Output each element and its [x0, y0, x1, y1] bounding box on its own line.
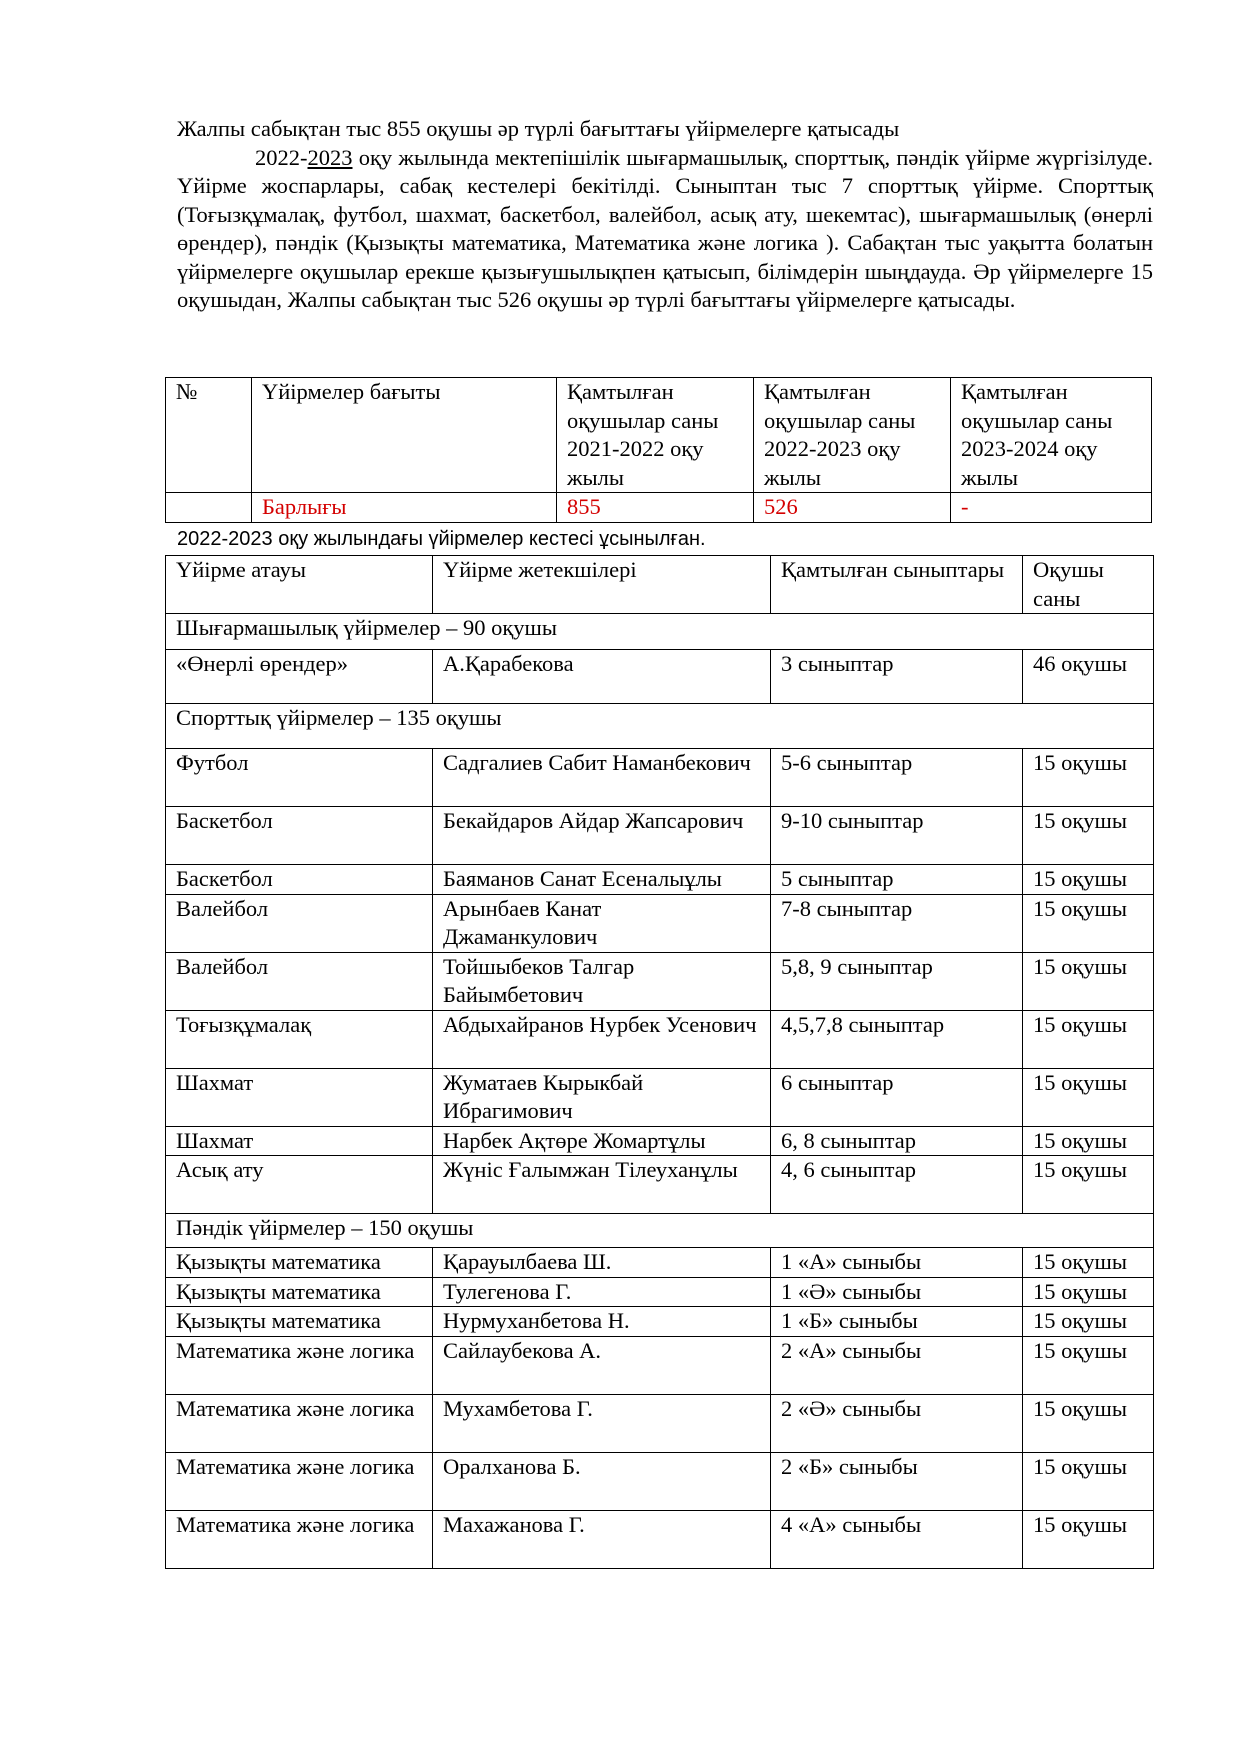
club-name-cell: Шахмат — [166, 1068, 433, 1126]
club-leader-cell: Тулегенова Г. — [433, 1277, 771, 1307]
table-row — [166, 807, 1154, 865]
club-classes-cell: 4, 6 сыныптар — [771, 1156, 1023, 1214]
club-count-cell: 15 оқушы — [1023, 1307, 1154, 1337]
club-classes-cell: 4 «А» сыныбы — [771, 1510, 1023, 1568]
club-count-cell: 15 оқушы — [1023, 952, 1154, 1010]
club-count-cell: 15 оқушы — [1023, 1248, 1154, 1278]
club-count-cell: 15 оқушы — [1023, 1510, 1154, 1568]
club-name-cell: Математика және логика — [166, 1452, 433, 1510]
clubs-header-row — [166, 556, 1154, 614]
group-row — [166, 614, 1154, 650]
table-row — [166, 1068, 1154, 1126]
club-count-cell: 46 оқушы — [1023, 650, 1154, 704]
year-end: 2023 — [307, 144, 353, 170]
club-leader-cell: Жуматаев Кырыкбай Ибрагимович — [433, 1068, 771, 1126]
club-name-cell: Математика және логика — [166, 1510, 433, 1568]
table-row — [166, 1010, 1154, 1068]
club-count-cell: 15 оқушы — [1023, 894, 1154, 952]
table-row — [166, 1126, 1154, 1156]
club-count-cell: 15 оқушы — [1023, 807, 1154, 865]
club-leader-cell: Сайлаубекова А. — [433, 1336, 771, 1394]
table-row — [166, 865, 1154, 895]
club-name-cell: Қызықты математика — [166, 1277, 433, 1307]
club-leader-cell: Қарауылбаева Ш. — [433, 1248, 771, 1278]
club-classes-cell: 3 сыныптар — [771, 650, 1023, 704]
summary-total-cell: 855 — [557, 493, 754, 523]
club-count-cell: 15 оқушы — [1023, 1336, 1154, 1394]
club-count-cell: 15 оқушы — [1023, 1394, 1154, 1452]
table-row — [166, 1248, 1154, 1278]
club-count-cell: 15 оқушы — [1023, 749, 1154, 807]
table-row — [166, 1156, 1154, 1214]
clubs-header-cell: Қамтылған сыныптары — [771, 556, 1023, 614]
club-classes-cell: 2 «А» сыныбы — [771, 1336, 1023, 1394]
table-row — [166, 1277, 1154, 1307]
club-count-cell: 15 оқушы — [1023, 1068, 1154, 1126]
table-row — [166, 1394, 1154, 1452]
table-row — [166, 952, 1154, 1010]
clubs-header-cell: Оқушы саны — [1023, 556, 1154, 614]
club-classes-cell: 1 «Б» сыныбы — [771, 1307, 1023, 1337]
club-name-cell: Қызықты математика — [166, 1307, 433, 1337]
club-classes-cell: 1 «Ә» сыныбы — [771, 1277, 1023, 1307]
summary-total-cell: Барлығы — [252, 493, 557, 523]
club-classes-cell: 6, 8 сыныптар — [771, 1126, 1023, 1156]
club-classes-cell: 7-8 сыныптар — [771, 894, 1023, 952]
table-row — [166, 1307, 1154, 1337]
intro-paragraph-body: оқу жылында мектепішілік шығармашылық, спорттық, пәндік үйірме жүргізілуде. Үйірме жоспарлары, сабақ кестелері бекітілді. Сыныптан тыс 7 спорттық үйірме. Спорттық (Тоғызқұмалақ, футбол, шахмат, баскетбол, валейбол, асық ату, шекемтас), шығармашылық (өнерлі өрендер), пәндік (Қызықты математика, Математика және логика ). Сабақтан тыс уақытта болатын үйірмелерге оқушылар ерекше қызығушылықпен қатысып, білімдерін шыңдауда. Әр үйірмелерге 15 оқушыдан, Жалпы сабықтан тыс 526 оқушы әр түрлі бағыттағы үйірмелерге қатысады. — [177, 144, 1153, 312]
club-name-cell: Валейбол — [166, 894, 433, 952]
club-leader-cell: Нарбек Ақтөре Жомартұлы — [433, 1126, 771, 1156]
summary-header-row — [166, 378, 1152, 493]
year-start: 2022- — [255, 144, 308, 170]
clubs-table — [165, 555, 1154, 1569]
table-row — [166, 650, 1154, 704]
club-name-cell: Баскетбол — [166, 865, 433, 895]
summary-total-row — [166, 493, 1152, 523]
summary-header-cell: Қамтылған оқушылар саны 2022-2023 оқу жылы — [754, 378, 951, 493]
club-leader-cell: Оралханова Б. — [433, 1452, 771, 1510]
club-name-cell: Тоғызқұмалақ — [166, 1010, 433, 1068]
club-count-cell: 15 оқушы — [1023, 1156, 1154, 1214]
table-row — [166, 1510, 1154, 1568]
club-classes-cell: 6 сыныптар — [771, 1068, 1023, 1126]
club-name-cell: Асық ату — [166, 1156, 433, 1214]
club-leader-cell: Жүніс Ғалымжан Тілеуханұлы — [433, 1156, 771, 1214]
club-classes-cell: 4,5,7,8 сыныптар — [771, 1010, 1023, 1068]
club-leader-cell: Тойшыбеков Талгар Байымбетович — [433, 952, 771, 1010]
club-count-cell: 15 оқушы — [1023, 865, 1154, 895]
summary-total-cell: 526 — [754, 493, 951, 523]
club-classes-cell: 9-10 сыныптар — [771, 807, 1023, 865]
clubs-table-body — [166, 556, 1154, 1569]
club-name-cell: «Өнерлі өрендер» — [166, 650, 433, 704]
group-row — [166, 1214, 1154, 1248]
club-leader-cell: Абдыхайранов Нурбек Усенович — [433, 1010, 771, 1068]
summary-table — [165, 377, 1152, 523]
club-classes-cell: 5,8, 9 сыныптар — [771, 952, 1023, 1010]
club-name-cell: Математика және логика — [166, 1394, 433, 1452]
table-row — [166, 1336, 1154, 1394]
club-count-cell: 15 оқушы — [1023, 1277, 1154, 1307]
club-leader-cell: Арынбаев Канат Джаманкулович — [433, 894, 771, 952]
summary-header-cell: Қамтылған оқушылар саны 2023-2024 оқу жылы — [951, 378, 1152, 493]
summary-header-cell: № — [166, 378, 252, 493]
club-classes-cell: 5-6 сыныптар — [771, 749, 1023, 807]
clubs-header-cell: Үйірме жетекшілері — [433, 556, 771, 614]
clubs-header-cell: Үйірме атауы — [166, 556, 433, 614]
club-leader-cell: Бекайдаров Айдар Жапсарович — [433, 807, 771, 865]
club-count-cell: 15 оқушы — [1023, 1126, 1154, 1156]
summary-total-cell: - — [951, 493, 1152, 523]
club-leader-cell: Садгалиев Сабит Наманбекович — [433, 749, 771, 807]
group-title: Спорттық үйірмелер – 135 оқушы — [166, 704, 1154, 749]
club-classes-cell: 2 «Ә» сыныбы — [771, 1394, 1023, 1452]
club-name-cell: Математика және логика — [166, 1336, 433, 1394]
club-name-cell: Қызықты математика — [166, 1248, 433, 1278]
summary-header-cell: Қамтылған оқушылар саны 2021-2022 оқу жылы — [557, 378, 754, 493]
club-classes-cell: 2 «Б» сыныбы — [771, 1452, 1023, 1510]
club-name-cell: Шахмат — [166, 1126, 433, 1156]
table-row — [166, 894, 1154, 952]
group-title: Пәндік үйірмелер – 150 оқушы — [166, 1214, 1154, 1248]
club-name-cell: Баскетбол — [166, 807, 433, 865]
group-row — [166, 704, 1154, 749]
club-name-cell: Футбол — [166, 749, 433, 807]
intro-paragraph — [177, 144, 1153, 315]
club-leader-cell: А.Қарабекова — [433, 650, 771, 704]
club-leader-cell: Махажанова Г. — [433, 1510, 771, 1568]
table-row — [166, 1452, 1154, 1510]
group-title: Шығармашылық үйірмелер – 90 оқушы — [166, 614, 1154, 650]
club-count-cell: 15 оқушы — [1023, 1010, 1154, 1068]
club-leader-cell: Нурмуханбетова Н. — [433, 1307, 771, 1337]
club-count-cell: 15 оқушы — [1023, 1452, 1154, 1510]
club-classes-cell: 1 «А» сыныбы — [771, 1248, 1023, 1278]
intro-line-1: Жалпы сабықтан тыс 855 оқушы әр түрлі бағыттағы үйірмелерге қатысады — [177, 116, 900, 141]
club-classes-cell: 5 сыныптар — [771, 865, 1023, 895]
table-caption: 2022-2023 оқу жылындағы үйірмелер кестесі ұсынылған. — [177, 528, 706, 550]
table-row — [166, 749, 1154, 807]
club-name-cell: Валейбол — [166, 952, 433, 1010]
club-leader-cell: Баяманов Санат Есеналыұлы — [433, 865, 771, 895]
summary-header-cell: Үйірмелер бағыты — [252, 378, 557, 493]
intro-text — [177, 115, 1153, 315]
summary-total-cell — [166, 493, 252, 523]
club-leader-cell: Мухамбетова Г. — [433, 1394, 771, 1452]
